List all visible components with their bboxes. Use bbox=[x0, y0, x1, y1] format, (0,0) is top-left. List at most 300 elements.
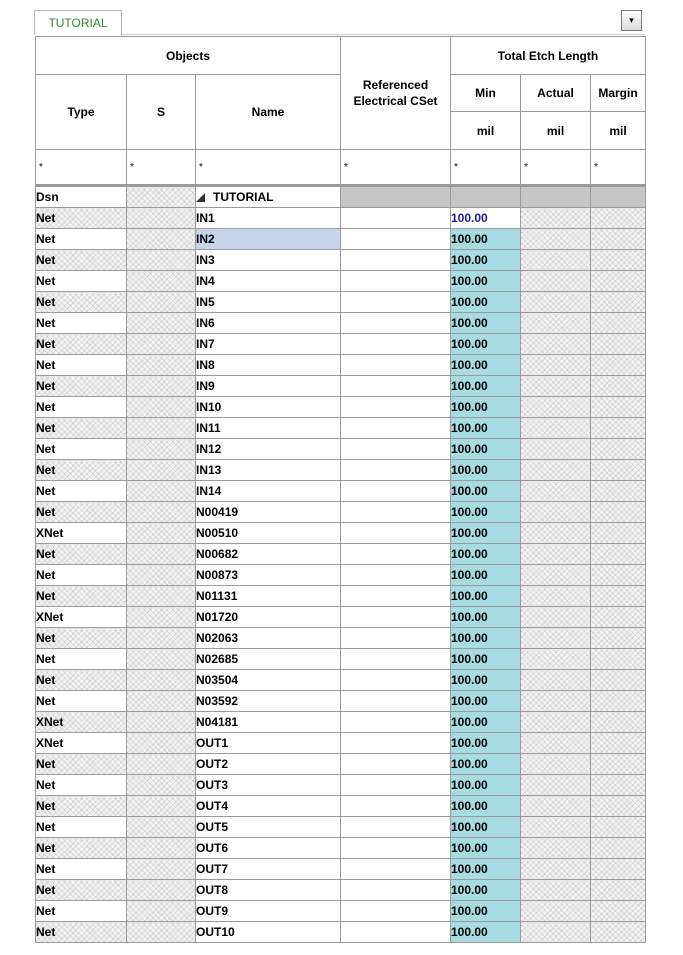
row-name[interactable]: IN12 bbox=[196, 439, 341, 460]
row-margin-cell bbox=[591, 922, 646, 943]
row-actual-cell bbox=[521, 502, 591, 523]
table-row[interactable] bbox=[36, 376, 646, 397]
row-referenced-cell[interactable] bbox=[341, 880, 451, 901]
row-s-cell bbox=[127, 901, 196, 922]
row-referenced-cell[interactable] bbox=[341, 208, 451, 229]
row-min-value[interactable]: 100.00 bbox=[451, 229, 521, 250]
table-row[interactable] bbox=[36, 922, 646, 943]
row-s-cell bbox=[127, 250, 196, 271]
row-actual-cell bbox=[521, 859, 591, 880]
row-margin-cell bbox=[591, 901, 646, 922]
design-row[interactable] bbox=[36, 186, 646, 208]
row-type[interactable]: Net bbox=[36, 355, 127, 376]
row-actual-cell bbox=[521, 817, 591, 838]
row-referenced-cell[interactable] bbox=[341, 775, 451, 796]
row-type[interactable]: Net bbox=[36, 565, 127, 586]
row-margin-cell bbox=[591, 481, 646, 502]
row-referenced-cell[interactable] bbox=[341, 859, 451, 880]
actual-column-header[interactable]: Actual bbox=[521, 75, 591, 112]
row-referenced-cell[interactable] bbox=[341, 376, 451, 397]
design-actual-cell bbox=[521, 186, 591, 208]
row-actual-cell bbox=[521, 775, 591, 796]
row-type[interactable]: Net bbox=[36, 796, 127, 817]
row-actual-cell bbox=[521, 481, 591, 502]
row-type[interactable]: Net bbox=[36, 313, 127, 334]
design-referenced-cell bbox=[341, 186, 451, 208]
row-type[interactable]: XNet bbox=[36, 733, 127, 754]
table-row[interactable] bbox=[36, 565, 646, 586]
table-row[interactable] bbox=[36, 670, 646, 691]
row-name[interactable]: OUT9 bbox=[196, 901, 341, 922]
row-actual-cell bbox=[521, 229, 591, 250]
row-s-cell bbox=[127, 607, 196, 628]
row-margin-cell bbox=[591, 733, 646, 754]
row-type[interactable]: Net bbox=[36, 271, 127, 292]
row-margin-cell bbox=[591, 292, 646, 313]
row-name[interactable]: OUT10 bbox=[196, 922, 341, 943]
row-s-cell bbox=[127, 481, 196, 502]
row-name[interactable]: IN9 bbox=[196, 376, 341, 397]
row-actual-cell bbox=[521, 712, 591, 733]
row-min-value[interactable]: 100.00 bbox=[451, 523, 521, 544]
row-name[interactable]: OUT1 bbox=[196, 733, 341, 754]
row-type[interactable]: Net bbox=[36, 901, 127, 922]
row-referenced-cell[interactable] bbox=[341, 355, 451, 376]
type-column-header[interactable]: Type bbox=[36, 75, 127, 150]
row-referenced-cell[interactable] bbox=[341, 523, 451, 544]
table-row[interactable] bbox=[36, 313, 646, 334]
table-row[interactable] bbox=[36, 901, 646, 922]
row-type[interactable]: Net bbox=[36, 439, 127, 460]
row-name[interactable]: OUT3 bbox=[196, 775, 341, 796]
row-margin-cell bbox=[591, 796, 646, 817]
row-referenced-cell[interactable] bbox=[341, 733, 451, 754]
row-type[interactable]: Net bbox=[36, 922, 127, 943]
row-name[interactable]: N03592 bbox=[196, 691, 341, 712]
row-type[interactable]: Net bbox=[36, 691, 127, 712]
row-min-value[interactable]: 100.00 bbox=[451, 859, 521, 880]
row-margin-cell bbox=[591, 586, 646, 607]
row-name[interactable]: N03504 bbox=[196, 670, 341, 691]
row-actual-cell bbox=[521, 313, 591, 334]
row-margin-cell bbox=[591, 418, 646, 439]
row-s-cell bbox=[127, 733, 196, 754]
design-margin-cell bbox=[591, 186, 646, 208]
row-name[interactable]: IN4 bbox=[196, 271, 341, 292]
row-referenced-cell[interactable] bbox=[341, 439, 451, 460]
row-s-cell bbox=[127, 838, 196, 859]
table-row[interactable] bbox=[36, 712, 646, 733]
row-type[interactable]: Net bbox=[36, 292, 127, 313]
row-type[interactable]: Net bbox=[36, 334, 127, 355]
row-type[interactable]: Net bbox=[36, 397, 127, 418]
row-referenced-cell[interactable] bbox=[341, 817, 451, 838]
row-min-value[interactable]: 100.00 bbox=[451, 649, 521, 670]
row-min-value[interactable]: 100.00 bbox=[451, 502, 521, 523]
row-name[interactable]: IN3 bbox=[196, 250, 341, 271]
row-name[interactable]: N01131 bbox=[196, 586, 341, 607]
row-min-value[interactable]: 100.00 bbox=[451, 334, 521, 355]
row-margin-cell bbox=[591, 208, 646, 229]
row-min-value[interactable]: 100.00 bbox=[451, 313, 521, 334]
row-margin-cell bbox=[591, 565, 646, 586]
row-actual-cell bbox=[521, 901, 591, 922]
row-actual-cell bbox=[521, 733, 591, 754]
row-actual-cell bbox=[521, 418, 591, 439]
row-margin-cell bbox=[591, 271, 646, 292]
row-min-value[interactable]: 100.00 bbox=[451, 271, 521, 292]
row-s-cell bbox=[127, 208, 196, 229]
row-margin-cell bbox=[591, 523, 646, 544]
total-etch-length-header: Total Etch Length bbox=[451, 37, 646, 75]
row-referenced-cell[interactable] bbox=[341, 250, 451, 271]
row-type[interactable]: Net bbox=[36, 775, 127, 796]
row-margin-cell bbox=[591, 376, 646, 397]
table-row[interactable] bbox=[36, 292, 646, 313]
row-min-value[interactable]: 100.00 bbox=[451, 355, 521, 376]
row-min-value[interactable]: 100.00 bbox=[451, 838, 521, 859]
table-row[interactable] bbox=[36, 817, 646, 838]
row-actual-cell bbox=[521, 250, 591, 271]
design-name-cell[interactable] bbox=[196, 186, 341, 208]
row-min-value[interactable]: 100.00 bbox=[451, 439, 521, 460]
table-row[interactable] bbox=[36, 838, 646, 859]
row-referenced-cell[interactable] bbox=[341, 418, 451, 439]
row-s-cell bbox=[127, 670, 196, 691]
row-referenced-cell[interactable] bbox=[341, 313, 451, 334]
actual-unit: mil bbox=[521, 112, 591, 150]
row-type[interactable]: XNet bbox=[36, 607, 127, 628]
table-row[interactable] bbox=[36, 796, 646, 817]
table-row[interactable] bbox=[36, 271, 646, 292]
row-type[interactable]: Net bbox=[36, 754, 127, 775]
table-row[interactable] bbox=[36, 229, 646, 250]
row-referenced-cell[interactable] bbox=[341, 754, 451, 775]
row-actual-cell bbox=[521, 439, 591, 460]
filter-referenced[interactable]: * bbox=[341, 150, 451, 186]
row-s-cell bbox=[127, 439, 196, 460]
table-row[interactable] bbox=[36, 523, 646, 544]
constraint-grid bbox=[35, 36, 646, 943]
design-s-cell bbox=[127, 186, 196, 208]
filter-min[interactable]: * bbox=[451, 150, 521, 186]
row-s-cell bbox=[127, 565, 196, 586]
row-min-value[interactable]: 100.00 bbox=[451, 901, 521, 922]
row-actual-cell bbox=[521, 397, 591, 418]
filter-margin[interactable]: * bbox=[591, 150, 646, 186]
filter-name[interactable]: * bbox=[196, 150, 341, 186]
row-name[interactable]: N01720 bbox=[196, 607, 341, 628]
chevron-down-icon[interactable]: ▾ bbox=[621, 10, 642, 31]
row-referenced-cell[interactable] bbox=[341, 712, 451, 733]
table-row[interactable] bbox=[36, 859, 646, 880]
tab-tutorial[interactable]: TUTORIAL bbox=[34, 10, 122, 35]
margin-unit: mil bbox=[591, 112, 646, 150]
row-name[interactable]: N00419 bbox=[196, 502, 341, 523]
row-min-value[interactable]: 100.00 bbox=[451, 460, 521, 481]
row-margin-cell bbox=[591, 691, 646, 712]
table-row[interactable] bbox=[36, 628, 646, 649]
filter-s[interactable]: * bbox=[127, 150, 196, 186]
name-column-header[interactable]: Name bbox=[196, 75, 341, 150]
row-min-value[interactable]: 100.00 bbox=[451, 586, 521, 607]
row-type[interactable]: Net bbox=[36, 817, 127, 838]
row-referenced-cell[interactable] bbox=[341, 691, 451, 712]
row-actual-cell bbox=[521, 796, 591, 817]
table-row[interactable] bbox=[36, 460, 646, 481]
table-row[interactable] bbox=[36, 691, 646, 712]
row-type[interactable]: Net bbox=[36, 418, 127, 439]
row-s-cell bbox=[127, 796, 196, 817]
row-s-cell bbox=[127, 754, 196, 775]
row-type[interactable]: Net bbox=[36, 838, 127, 859]
table-row[interactable] bbox=[36, 439, 646, 460]
row-actual-cell bbox=[521, 376, 591, 397]
table-row[interactable] bbox=[36, 334, 646, 355]
row-name[interactable]: N02063 bbox=[196, 628, 341, 649]
tab-bar bbox=[0, 0, 683, 36]
row-type[interactable]: Net bbox=[36, 229, 127, 250]
row-referenced-cell[interactable] bbox=[341, 922, 451, 943]
row-name[interactable]: IN10 bbox=[196, 397, 341, 418]
design-min-cell bbox=[451, 186, 521, 208]
row-name[interactable]: IN8 bbox=[196, 355, 341, 376]
row-margin-cell bbox=[591, 502, 646, 523]
table-row[interactable] bbox=[36, 754, 646, 775]
row-min-value[interactable]: 100.00 bbox=[451, 481, 521, 502]
row-type[interactable]: Net bbox=[36, 544, 127, 565]
row-name[interactable]: N00510 bbox=[196, 523, 341, 544]
table-row[interactable] bbox=[36, 418, 646, 439]
row-min-value[interactable]: 100.00 bbox=[451, 775, 521, 796]
row-type[interactable]: Net bbox=[36, 649, 127, 670]
row-type[interactable]: Net bbox=[36, 859, 127, 880]
row-name[interactable]: IN11 bbox=[196, 418, 341, 439]
table-row[interactable] bbox=[36, 250, 646, 271]
row-name[interactable]: IN13 bbox=[196, 460, 341, 481]
table-row[interactable] bbox=[36, 544, 646, 565]
row-s-cell bbox=[127, 355, 196, 376]
row-referenced-cell[interactable] bbox=[341, 586, 451, 607]
row-referenced-cell[interactable] bbox=[341, 292, 451, 313]
row-margin-cell bbox=[591, 313, 646, 334]
s-column-header[interactable]: S bbox=[127, 75, 196, 150]
row-name[interactable]: OUT7 bbox=[196, 859, 341, 880]
row-type[interactable]: Net bbox=[36, 481, 127, 502]
tab-divider bbox=[122, 34, 645, 35]
table-row[interactable] bbox=[36, 607, 646, 628]
collapse-triangle-icon[interactable] bbox=[196, 193, 205, 202]
row-name[interactable]: IN5 bbox=[196, 292, 341, 313]
row-type[interactable]: XNet bbox=[36, 523, 127, 544]
row-name[interactable]: IN14 bbox=[196, 481, 341, 502]
design-name: TUTORIAL bbox=[213, 190, 274, 204]
row-referenced-cell[interactable] bbox=[341, 628, 451, 649]
row-margin-cell bbox=[591, 229, 646, 250]
row-referenced-cell[interactable] bbox=[341, 649, 451, 670]
row-referenced-cell[interactable] bbox=[341, 796, 451, 817]
row-actual-cell bbox=[521, 271, 591, 292]
row-min-value[interactable]: 100.00 bbox=[451, 565, 521, 586]
table-row[interactable] bbox=[36, 880, 646, 901]
row-s-cell bbox=[127, 817, 196, 838]
row-min-value[interactable]: 100.00 bbox=[451, 691, 521, 712]
row-margin-cell bbox=[591, 334, 646, 355]
table-row[interactable] bbox=[36, 208, 646, 229]
row-referenced-cell[interactable] bbox=[341, 838, 451, 859]
row-referenced-cell[interactable] bbox=[341, 334, 451, 355]
row-s-cell bbox=[127, 859, 196, 880]
filter-actual[interactable]: * bbox=[521, 150, 591, 186]
row-name[interactable]: IN2 bbox=[196, 229, 341, 250]
row-actual-cell bbox=[521, 565, 591, 586]
row-margin-cell bbox=[591, 838, 646, 859]
row-name[interactable]: IN6 bbox=[196, 313, 341, 334]
row-referenced-cell[interactable] bbox=[341, 901, 451, 922]
row-margin-cell bbox=[591, 397, 646, 418]
row-referenced-cell[interactable] bbox=[341, 502, 451, 523]
row-referenced-cell[interactable] bbox=[341, 565, 451, 586]
row-min-value[interactable]: 100.00 bbox=[451, 712, 521, 733]
row-s-cell bbox=[127, 880, 196, 901]
row-actual-cell bbox=[521, 880, 591, 901]
row-margin-cell bbox=[591, 754, 646, 775]
row-name[interactable]: N04181 bbox=[196, 712, 341, 733]
row-s-cell bbox=[127, 544, 196, 565]
row-min-value[interactable]: 100.00 bbox=[451, 544, 521, 565]
table-row[interactable] bbox=[36, 502, 646, 523]
row-type[interactable]: Net bbox=[36, 670, 127, 691]
row-type[interactable]: Net bbox=[36, 628, 127, 649]
row-min-value[interactable]: 100.00 bbox=[451, 376, 521, 397]
min-unit: mil bbox=[451, 112, 521, 150]
row-min-value[interactable]: 100.00 bbox=[451, 397, 521, 418]
row-actual-cell bbox=[521, 922, 591, 943]
row-referenced-cell[interactable] bbox=[341, 607, 451, 628]
row-name[interactable]: IN1 bbox=[196, 208, 341, 229]
filter-row bbox=[36, 150, 646, 186]
row-min-value[interactable]: 100.00 bbox=[451, 817, 521, 838]
row-type[interactable]: Net bbox=[36, 208, 127, 229]
row-margin-cell bbox=[591, 817, 646, 838]
row-name[interactable]: N02685 bbox=[196, 649, 341, 670]
row-referenced-cell[interactable] bbox=[341, 481, 451, 502]
row-actual-cell bbox=[521, 586, 591, 607]
row-type[interactable]: Net bbox=[36, 460, 127, 481]
row-actual-cell bbox=[521, 523, 591, 544]
row-actual-cell bbox=[521, 544, 591, 565]
row-actual-cell bbox=[521, 355, 591, 376]
row-name[interactable]: OUT2 bbox=[196, 754, 341, 775]
row-type[interactable]: Net bbox=[36, 586, 127, 607]
table-row[interactable] bbox=[36, 775, 646, 796]
row-s-cell bbox=[127, 334, 196, 355]
row-min-value[interactable]: 100.00 bbox=[451, 796, 521, 817]
row-referenced-cell[interactable] bbox=[341, 544, 451, 565]
row-type[interactable]: Net bbox=[36, 250, 127, 271]
row-actual-cell bbox=[521, 607, 591, 628]
filter-type[interactable]: * bbox=[36, 150, 127, 186]
row-margin-cell bbox=[591, 628, 646, 649]
row-min-value[interactable]: 100.00 bbox=[451, 418, 521, 439]
row-margin-cell bbox=[591, 250, 646, 271]
row-s-cell bbox=[127, 502, 196, 523]
row-margin-cell bbox=[591, 355, 646, 376]
table-row[interactable] bbox=[36, 397, 646, 418]
row-s-cell bbox=[127, 922, 196, 943]
row-referenced-cell[interactable] bbox=[341, 271, 451, 292]
row-s-cell bbox=[127, 586, 196, 607]
row-referenced-cell[interactable] bbox=[341, 670, 451, 691]
row-s-cell bbox=[127, 271, 196, 292]
row-name[interactable]: OUT6 bbox=[196, 838, 341, 859]
row-min-value[interactable]: 100.00 bbox=[451, 754, 521, 775]
table-row[interactable] bbox=[36, 586, 646, 607]
row-s-cell bbox=[127, 691, 196, 712]
row-s-cell bbox=[127, 712, 196, 733]
row-actual-cell bbox=[521, 334, 591, 355]
min-column-header[interactable]: Min bbox=[451, 75, 521, 112]
table-row[interactable] bbox=[36, 355, 646, 376]
table-row[interactable] bbox=[36, 481, 646, 502]
row-actual-cell bbox=[521, 649, 591, 670]
row-type[interactable]: Net bbox=[36, 502, 127, 523]
row-actual-cell bbox=[521, 838, 591, 859]
row-s-cell bbox=[127, 397, 196, 418]
row-s-cell bbox=[127, 460, 196, 481]
row-referenced-cell[interactable] bbox=[341, 229, 451, 250]
row-margin-cell bbox=[591, 670, 646, 691]
row-name[interactable]: OUT5 bbox=[196, 817, 341, 838]
row-name[interactable]: N00873 bbox=[196, 565, 341, 586]
row-min-value[interactable]: 100.00 bbox=[451, 670, 521, 691]
margin-column-header[interactable]: Margin bbox=[591, 75, 646, 112]
row-min-value[interactable]: 100.00 bbox=[451, 880, 521, 901]
row-type[interactable]: XNet bbox=[36, 712, 127, 733]
row-min-value[interactable]: 100.00 bbox=[451, 250, 521, 271]
row-s-cell bbox=[127, 292, 196, 313]
row-actual-cell bbox=[521, 670, 591, 691]
row-name[interactable]: IN7 bbox=[196, 334, 341, 355]
row-margin-cell bbox=[591, 607, 646, 628]
row-min-value[interactable]: 100.00 bbox=[451, 292, 521, 313]
row-name[interactable]: OUT4 bbox=[196, 796, 341, 817]
row-min-value[interactable]: 100.00 bbox=[451, 208, 521, 229]
design-type: Dsn bbox=[36, 186, 127, 208]
table-row[interactable] bbox=[36, 733, 646, 754]
row-referenced-cell[interactable] bbox=[341, 397, 451, 418]
row-referenced-cell[interactable] bbox=[341, 460, 451, 481]
referenced-cset-header: Referenced Electrical CSet bbox=[341, 37, 451, 150]
row-margin-cell bbox=[591, 544, 646, 565]
row-margin-cell bbox=[591, 775, 646, 796]
row-min-value[interactable]: 100.00 bbox=[451, 922, 521, 943]
row-min-value[interactable]: 100.00 bbox=[451, 607, 521, 628]
table-row[interactable] bbox=[36, 649, 646, 670]
row-actual-cell bbox=[521, 628, 591, 649]
row-name[interactable]: N00682 bbox=[196, 544, 341, 565]
row-margin-cell bbox=[591, 712, 646, 733]
row-s-cell bbox=[127, 628, 196, 649]
row-type[interactable]: Net bbox=[36, 880, 127, 901]
row-type[interactable]: Net bbox=[36, 376, 127, 397]
row-name[interactable]: OUT8 bbox=[196, 880, 341, 901]
row-actual-cell bbox=[521, 754, 591, 775]
row-s-cell bbox=[127, 523, 196, 544]
row-min-value[interactable]: 100.00 bbox=[451, 628, 521, 649]
row-min-value[interactable]: 100.00 bbox=[451, 733, 521, 754]
row-s-cell bbox=[127, 313, 196, 334]
